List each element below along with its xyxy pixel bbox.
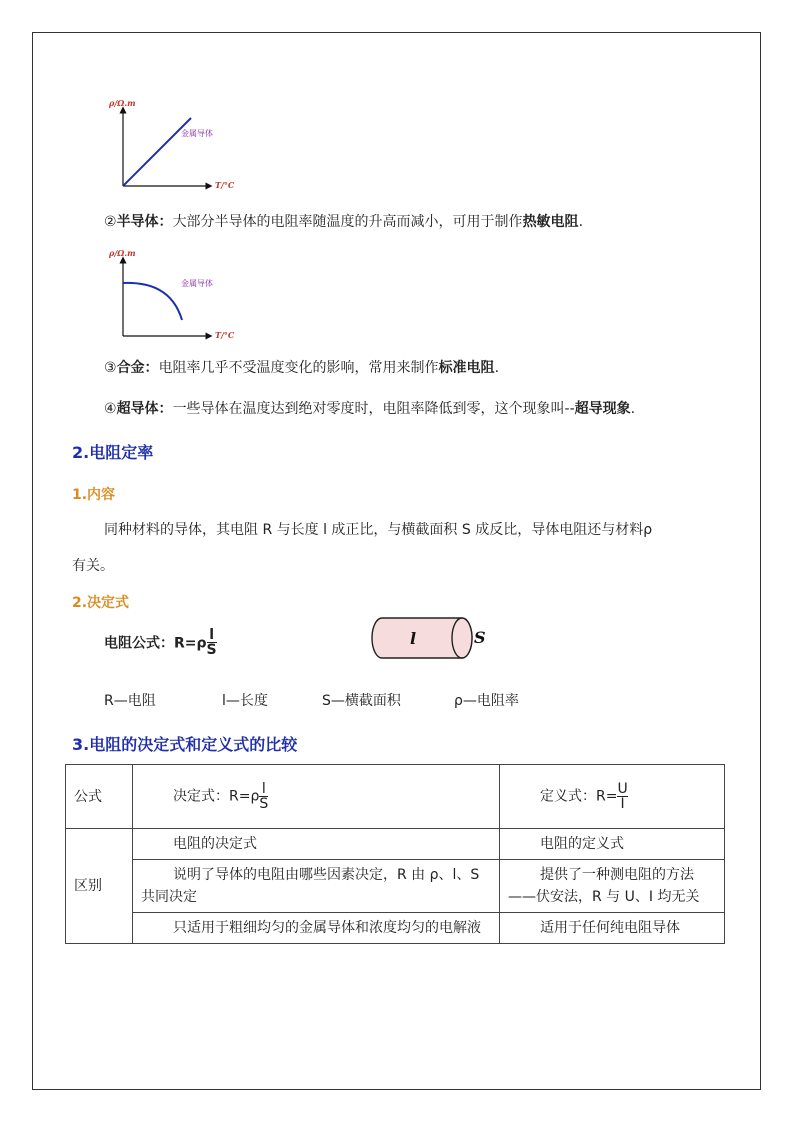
resistance-formula: 电阻公式：R=ρ $\frac{l}{S}$ bbox=[104, 627, 217, 658]
table-row bbox=[66, 860, 725, 913]
table-cell: 电阻的决定式 bbox=[133, 829, 500, 860]
table-cell: 说明了导体的电阻由哪些因素决定，R 由 ρ、l、S 共同决定 bbox=[133, 860, 500, 913]
table-row bbox=[66, 913, 725, 944]
section-3-title: 3.电阻的决定式和定义式的比较 bbox=[72, 735, 298, 754]
determination-formula: 决定式：R=ρ $\frac{l}{S}$ bbox=[133, 765, 500, 829]
subsection-formula-title: 2.决定式 bbox=[72, 595, 130, 611]
item-alloy: ③合金：电阻率几乎不受温度变化的影响，常用来制作标准电阻. bbox=[104, 360, 500, 376]
semiconductor-curve bbox=[123, 283, 182, 320]
cylinder-area-label: S bbox=[474, 628, 486, 647]
curve-label: 金属导体 bbox=[181, 279, 213, 288]
graph-semiconductor bbox=[105, 246, 245, 346]
table-cell: 只适用于粗细均匀的金属导体和浓度均匀的电解液 bbox=[133, 913, 500, 944]
section-2-title: 2.电阻定率 bbox=[72, 443, 154, 462]
table-row bbox=[66, 829, 725, 860]
y-axis-label: ρ/Ω.m bbox=[109, 98, 136, 108]
item-superconductor: ④超导体：一些导体在温度达到绝对零度时，电阻率降低到零，这个现象叫--超导现象. bbox=[104, 401, 636, 417]
content-line-2: 有关。 bbox=[72, 558, 114, 574]
table-cell: 适用于任何纯电阻导体 bbox=[500, 913, 725, 944]
comparison-table bbox=[65, 764, 725, 944]
row-header-difference: 区别 bbox=[66, 829, 133, 944]
curve-label: 金属导体 bbox=[181, 129, 213, 138]
y-axis-label: ρ/Ω.m bbox=[109, 248, 136, 258]
legend-length: l—长度 bbox=[222, 693, 268, 709]
graph-metal-linear bbox=[105, 96, 245, 196]
legend-resistance: R—电阻 bbox=[104, 693, 156, 709]
table-cell: 电阻的定义式 bbox=[500, 829, 725, 860]
content-line-1: 同种材料的导体，其电阻 R 与长度 l 成正比，与横截面积 S 成反比，导体电阻还与材料ρ bbox=[104, 522, 653, 538]
row-header-formula: 公式 bbox=[66, 765, 133, 829]
conductor-cylinder bbox=[368, 614, 492, 664]
table-cell: 提供了一种测电阻的方法——伏安法，R 与 U、I 均无关 bbox=[500, 860, 725, 913]
subsection-content-title: 1.内容 bbox=[72, 487, 116, 503]
formula-fraction: $\frac{l}{S}$ bbox=[206, 627, 217, 658]
item-semiconductor: ②半导体：大部分半导体的电阻率随温度的升高而减小，可用于制作热敏电阻. bbox=[104, 214, 584, 230]
legend-area: S—横截面积 bbox=[322, 693, 401, 709]
definition-formula: 定义式：R= $\frac{U}{I}$ bbox=[500, 765, 725, 829]
cylinder-length-label: l bbox=[410, 629, 417, 648]
table-row bbox=[66, 765, 725, 829]
legend-resistivity: ρ—电阻率 bbox=[454, 693, 519, 709]
x-axis-label: T/°C bbox=[215, 180, 235, 190]
x-axis-label: T/°C bbox=[215, 330, 235, 340]
